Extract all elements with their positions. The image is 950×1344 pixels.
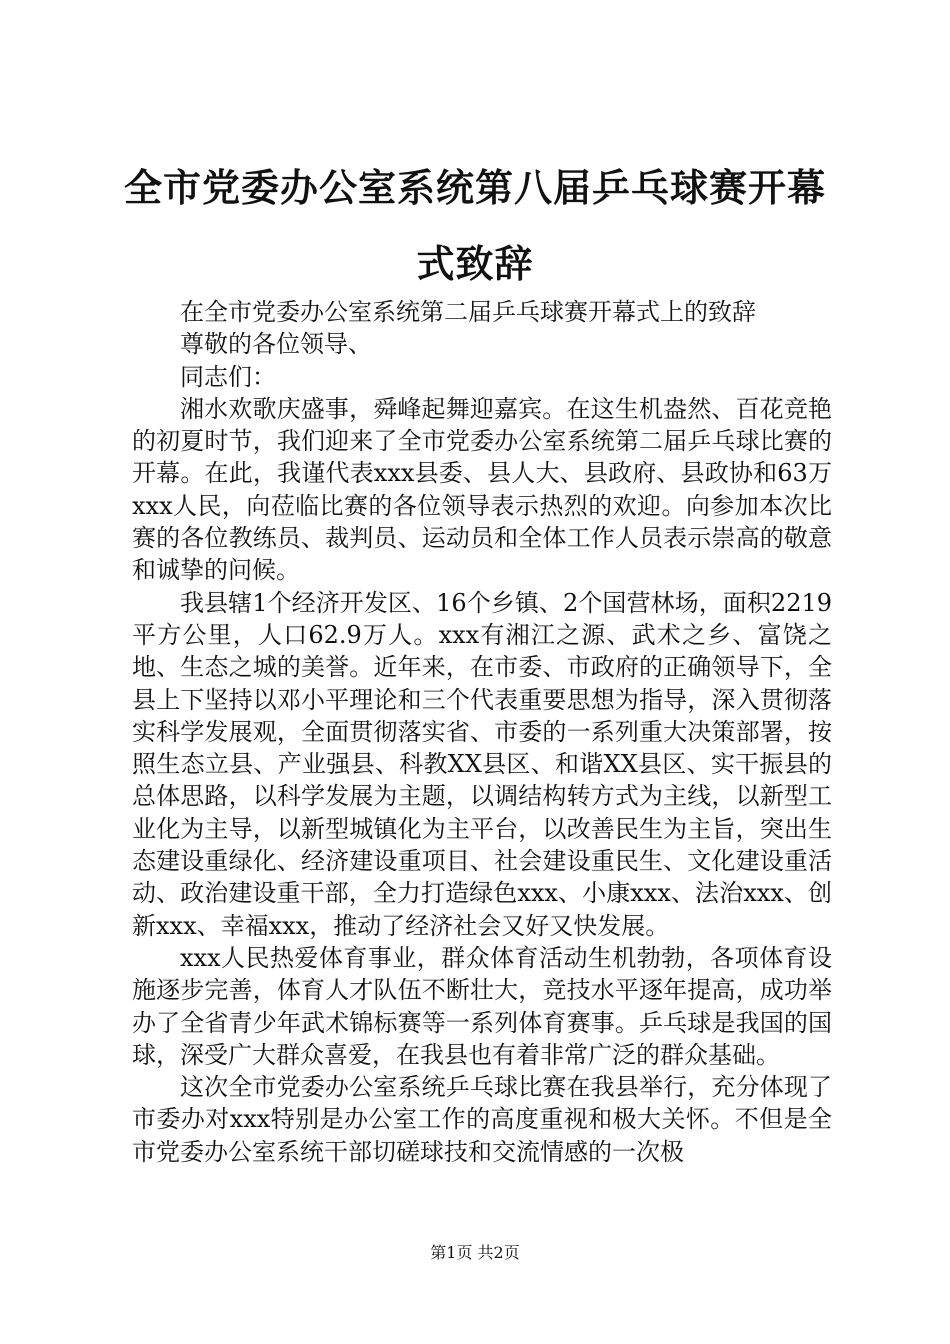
document-title: 全市党委办公室系统第八届乒乓球赛开幕式致辞: [123, 166, 826, 286]
document-body: [132, 296, 832, 1168]
salutation-line-1: 尊敬的各位领导、: [180, 330, 372, 359]
subtitle-line: 在全市党委办公室系统第二届乒乓球赛开幕式上的致辞: [180, 298, 756, 326]
paragraph-county-overview: 我县辖1个经济开发区、16个乡镇、2个国营林场，面积2219平方公里，人口62.9万人。xxx有湘江之源、武术之乡、富饶之地、生态之城的美誉。近年来，在市委、市政府的正确领导下，全县上下坚持以邓小平理论和三个代表重要思想为指导，深入贯彻落实科学发展观，全面贯彻落实省、市委的一系列重大决策部署，按照生态立县、产业强县、科教XX县区、和谐XX县区、实干振县的总体思路，以科学发展为主题，以调结构转方式为主线，以新型工业化为主导，以新型城镇化为主平台，以改善民生为主旨，突出生态建设重绿化、经济建设重项目、社会建设重民生、文化建设重活动、政治建设重干部，全力打造绿色xxx、小康xxx、法治xxx、创新xxx、幸福xxx，推动了经济社会又好又快发展。: [132, 588, 832, 940]
salutation-line-2: 同志们：: [180, 362, 276, 391]
paragraph-competition: 这次全市党委办公室系统乒乓球比赛在我县举行，充分体现了市委办对xxx特别是办公室工作的高度重视和极大关怀。不但是全市党委办公室系统干部切磋球技和交流情感的一次极: [132, 1073, 832, 1166]
paragraph-sports: xxx人民热爱体育事业，群众体育活动生机勃勃，各项体育设施逐步完善，体育人才队伍不断壮大，竞技水平逐年提高，成功举办了全省青少年武术锦标赛等一系列体育赛事。乒乓球是我国的国球，深受广大群众喜爱，在我县也有着非常广泛的群众基础。: [132, 943, 832, 1069]
page-footer: 第1页 共2页: [430, 1243, 520, 1262]
paragraph-welcome: 湘水欢歌庆盛事，舜峰起舞迎嘉宾。在这生机盎然、百花竞艳的初夏时节，我们迎来了全市党委办公室系统第二届乒乓球比赛的开幕。在此，我谨代表xxx县委、县人大、县政府、县政协和63万xxx人民，向莅临比赛的各位领导表示热烈的欢迎。向参加本次比赛的各位教练员、裁判员、运动员和全体工作人员表示崇高的敬意和诚挚的问候。: [132, 394, 832, 585]
